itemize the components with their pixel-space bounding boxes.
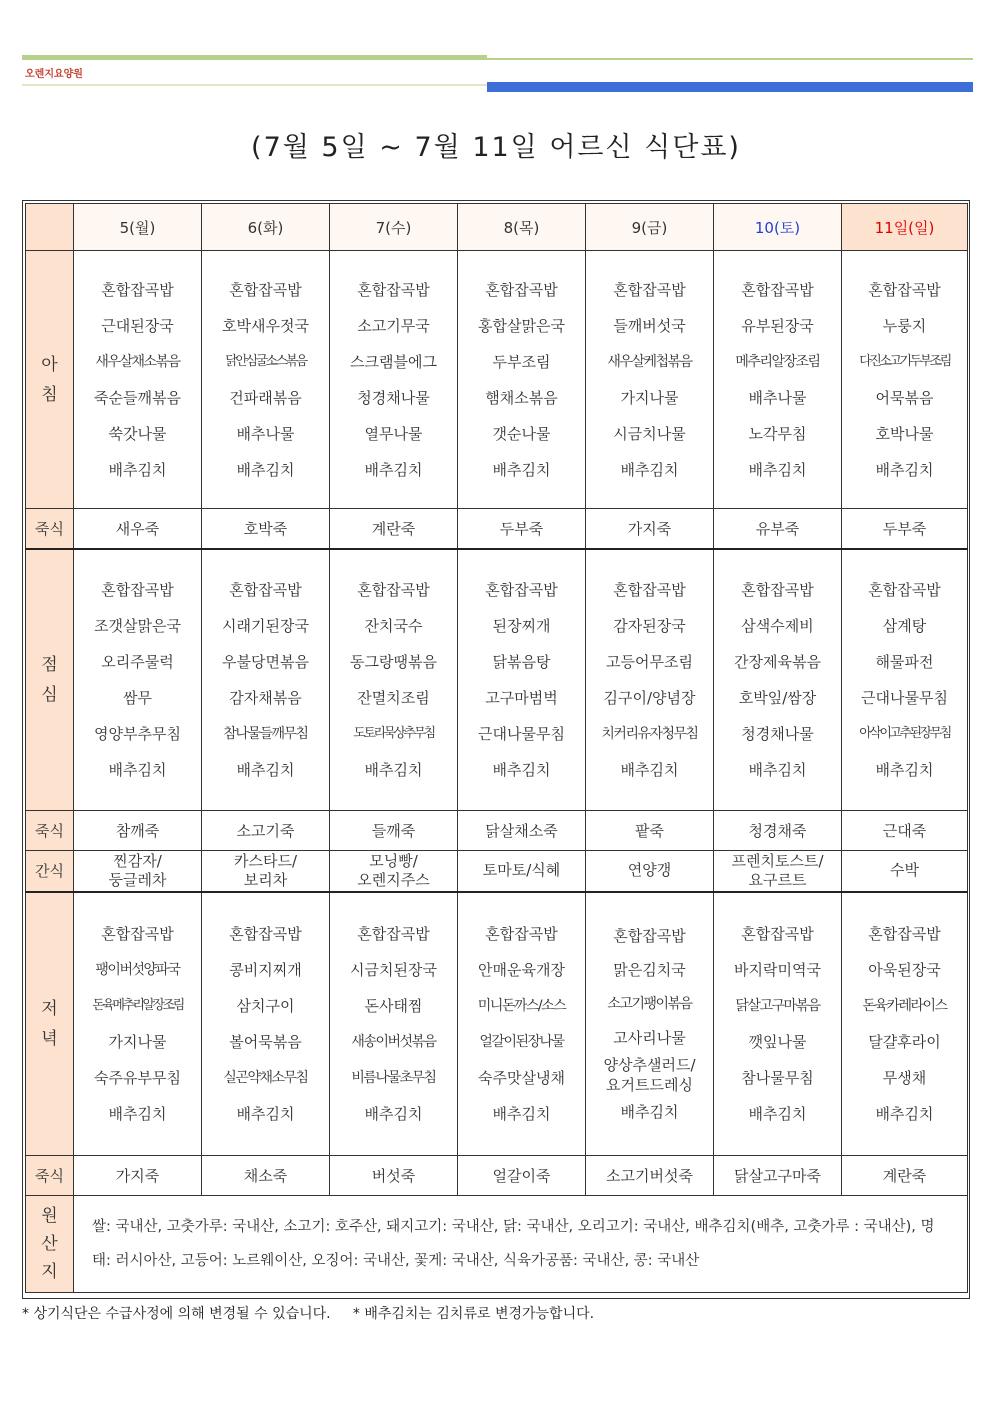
menu-item-list	[74, 562, 201, 798]
menu-item: 숙주유부무침	[94, 1068, 181, 1087]
day-label: 7(수)	[375, 218, 412, 237]
breakfast-cell	[74, 251, 202, 509]
menu-item: 혼합잡곡밥	[485, 280, 558, 299]
menu-item: 소고기무국	[357, 316, 430, 335]
day-header	[842, 204, 968, 251]
menu-item: 호박잎/쌈장	[738, 688, 817, 707]
snack-line: 요구르트	[748, 870, 807, 889]
menu-item: 배추나물	[236, 424, 295, 443]
menu-item: 청경채나물	[741, 724, 814, 743]
snack-item	[74, 851, 202, 892]
breakfast-porridge-label: 죽식	[26, 509, 74, 549]
menu-item-list	[458, 262, 585, 498]
menu-item: 삼치구이	[236, 996, 295, 1015]
menu-item: 갯순나물	[492, 424, 551, 443]
dinner-cell	[842, 892, 968, 1156]
lunch-porridge-row	[26, 811, 968, 851]
page-title: (7월 5일 ~ 7월 11일 어르신 식단표)	[251, 132, 741, 163]
menu-item: 돈육메추리알장조림	[92, 997, 183, 1013]
menu-item: 배추김치	[236, 760, 295, 779]
menu-item: 열무나물	[364, 424, 423, 443]
menu-item: 다진소고기두부조림	[859, 353, 950, 369]
dinner-porridge-item: 버섯죽	[330, 1156, 458, 1196]
footnote: * 상기식단은 수급사정에 의해 변경될 수 있습니다. * 배추김치는 김치류로 변경가능합니다.	[22, 1306, 595, 1322]
breakfast-porridge-item: 가지죽	[586, 509, 714, 549]
snack-row	[26, 851, 968, 892]
breakfast-label	[26, 251, 74, 509]
menu-item: 감자채볶음	[229, 688, 302, 707]
menu-item: 혼합잡곡밥	[868, 280, 941, 299]
menu-item: 혼합잡곡밥	[101, 924, 174, 943]
menu-item: 가지나물	[108, 1032, 167, 1051]
menu-item-list	[714, 262, 841, 498]
menu-item: 달걀후라이	[868, 1032, 941, 1051]
menu-item: 혼합잡곡밥	[485, 924, 558, 943]
header-logo-underline	[22, 84, 487, 86]
header-green-bar	[22, 55, 487, 60]
menu-item: 얼갈이된장나물	[479, 1033, 564, 1050]
menu-item-list	[330, 906, 457, 1142]
menu-item: 돈육카레라이스	[862, 997, 947, 1014]
menu-item: 안매운육개장	[478, 960, 565, 979]
menu-item: 참나물무침	[741, 1068, 814, 1087]
origin-label	[26, 1196, 74, 1293]
breakfast-porridge-item: 호박죽	[202, 509, 330, 549]
menu-item: 혼합잡곡밥	[229, 580, 302, 599]
menu-item-list	[202, 562, 329, 798]
breakfast-cell	[714, 251, 842, 509]
dinner-row	[26, 892, 968, 1156]
menu-item: 해물파전	[875, 652, 934, 671]
menu-item: 배추김치	[748, 1104, 807, 1123]
origin-label-char: 원	[41, 1206, 58, 1226]
menu-item: 시금치된장국	[350, 960, 437, 979]
dinner-cell	[330, 892, 458, 1156]
menu-item: 닭살고구마볶음	[735, 997, 820, 1014]
lunch-label-char: 심	[41, 684, 58, 705]
origin-row	[26, 1196, 968, 1293]
lunch-porridge-item: 들깨죽	[330, 811, 458, 851]
menu-item: 배추김치	[875, 460, 934, 479]
snack-label: 간식	[26, 851, 74, 892]
dinner-porridge-item: 가지죽	[74, 1156, 202, 1196]
menu-item-list	[586, 262, 713, 498]
menu-item: 조갯살맑은국	[94, 616, 181, 635]
dinner-porridge-item: 소고기버섯죽	[586, 1156, 714, 1196]
breakfast-porridge-item: 두부죽	[458, 509, 586, 549]
menu-item: 노각무침	[748, 424, 807, 443]
dinner-porridge-item: 닭살고구마죽	[714, 1156, 842, 1196]
day-header	[714, 204, 842, 251]
lunch-porridge-item: 팥죽	[586, 811, 714, 851]
menu-item: 삼색수제비	[741, 616, 814, 635]
snack-item	[458, 851, 586, 892]
menu-item: 쑥갓나물	[108, 424, 167, 443]
breakfast-label-char: 아	[41, 354, 58, 375]
breakfast-porridge-item: 계란죽	[330, 509, 458, 549]
origin-label-char: 산	[41, 1234, 58, 1254]
origin-cell	[74, 1196, 968, 1293]
origin-text: 쌀: 국내산, 고춧가루: 국내산, 소고기: 호주산, 돼지고기: 국내산, 닭: 국내산, 오리고기: 국내산, 배추김치(배추, 고춧가루 : 국내산), 명태: 러시아산, 고등어: 노르웨이산, 오징어: 국내산, 꽃게: 국내산, 식육가공품: 국내산, 콩: 국내산	[92, 1219, 935, 1269]
menu-item: 새우살케첩볶음	[607, 353, 692, 370]
day-label: 10(토)	[754, 218, 801, 237]
menu-item: 호박새우젓국	[222, 316, 309, 335]
menu-item: 닭볶음탕	[492, 652, 551, 671]
breakfast-cell	[842, 251, 968, 509]
menu-item-list	[330, 262, 457, 498]
menu-item: 닭안심굴소스볶음	[225, 353, 306, 369]
menu-item-list	[74, 906, 201, 1142]
dinner-cell	[74, 892, 202, 1156]
menu-item: 숙주맛살냉채	[478, 1068, 565, 1087]
lunch-porridge-item: 참깨죽	[74, 811, 202, 851]
day-header	[202, 204, 330, 251]
menu-item: 배추김치	[620, 460, 679, 479]
menu-item: 배추김치	[620, 760, 679, 779]
menu-item: 영양부추무침	[94, 724, 181, 743]
menu-item: 배추김치	[236, 1104, 295, 1123]
snack-line: 오렌지주스	[357, 870, 430, 889]
menu-item-list	[714, 906, 841, 1142]
day-header	[74, 204, 202, 251]
dinner-porridge-item: 계란죽	[842, 1156, 968, 1196]
menu-item: 배추김치	[108, 1104, 167, 1123]
menu-item: 배추나물	[748, 388, 807, 407]
menu-item: 배추김치	[492, 460, 551, 479]
dinner-cell	[458, 892, 586, 1156]
day-header	[586, 204, 714, 251]
menu-item: 스크램블에그	[350, 352, 437, 371]
lunch-row	[26, 549, 968, 811]
menu-item: 바지락미역국	[734, 960, 821, 979]
dinner-cell	[714, 892, 842, 1156]
menu-item: 햄채소볶음	[485, 388, 558, 407]
lunch-cell	[202, 549, 330, 811]
menu-item: 혼합잡곡밥	[868, 924, 941, 943]
menu-item: 홍합살맑은국	[478, 316, 565, 335]
menu-item: 혼합잡곡밥	[357, 580, 430, 599]
menu-item: 맑은김치국	[613, 960, 686, 979]
lunch-cell	[74, 549, 202, 811]
menu-item: 혼합잡곡밥	[357, 280, 430, 299]
menu-item: 도토리묵상추무침	[353, 725, 434, 741]
menu-item: 혼합잡곡밥	[229, 280, 302, 299]
menu-item: 배추김치	[492, 760, 551, 779]
menu-item: 배추김치	[364, 460, 423, 479]
snack-line: 수박	[890, 861, 919, 880]
menu-item: 팽이버섯양파국	[95, 961, 180, 978]
menu-item: 간장제육볶음	[734, 652, 821, 671]
snack-line: 찐감자/	[113, 851, 162, 870]
lunch-porridge-item: 근대죽	[842, 811, 968, 851]
menu-item: 참나물들깨무침	[223, 725, 308, 742]
snack-line: 모닝빵/	[369, 851, 418, 870]
dinner-porridge-item: 채소죽	[202, 1156, 330, 1196]
menu-item: 호박나물	[875, 424, 934, 443]
menu-item: 근대나물무침	[861, 688, 948, 707]
menu-item: 들깨버섯국	[613, 316, 686, 335]
menu-item: 미니돈까스/소스	[477, 997, 566, 1014]
day-label: 9(금)	[631, 218, 668, 237]
lunch-cell	[458, 549, 586, 811]
menu-item: 근대된장국	[101, 316, 174, 335]
menu-item: 무생채	[882, 1068, 927, 1087]
menu-item: 가지나물	[620, 388, 679, 407]
lunch-label-char: 점	[41, 654, 58, 675]
lunch-cell	[842, 549, 968, 811]
menu-item-list	[842, 562, 967, 798]
menu-item: 실곤약채소무침	[223, 1069, 308, 1086]
menu-item: 혼합잡곡밥	[613, 280, 686, 299]
menu-item: 삼계탕	[882, 616, 927, 635]
menu-item-list	[458, 906, 585, 1142]
breakfast-cell	[330, 251, 458, 509]
menu-item: 고등어무조림	[606, 652, 693, 671]
menu-item: 배추김치	[875, 1104, 934, 1123]
menu-item: 콩비지찌개	[229, 960, 302, 979]
breakfast-porridge-item: 새우죽	[74, 509, 202, 549]
breakfast-cell	[202, 251, 330, 509]
menu-item-list	[586, 909, 713, 1139]
menu-item: 메추리알장조림	[735, 353, 820, 370]
menu-item: 건파래볶음	[229, 388, 302, 407]
header-blue-bar	[487, 82, 973, 92]
dinner-label-char: 녁	[41, 1028, 58, 1049]
menu-item: 오리주물럭	[101, 652, 174, 671]
menu-item-list	[458, 562, 585, 798]
menu-item-list	[714, 562, 841, 798]
menu-item: 볼어묵볶음	[229, 1032, 302, 1051]
meal-plan-table	[25, 203, 968, 1293]
snack-line: 프렌치토스트/	[731, 851, 824, 870]
menu-item: 고사리나물	[613, 1028, 686, 1047]
menu-item: 혼합잡곡밥	[741, 280, 814, 299]
menu-item: 혼합잡곡밥	[101, 580, 174, 599]
menu-item: 혼합잡곡밥	[613, 580, 686, 599]
menu-item: 새송이버섯볶음	[351, 1033, 436, 1050]
menu-item: 소고기팽이볶음	[607, 995, 692, 1012]
menu-item: 배추김치	[364, 760, 423, 779]
menu-item: 시래기된장국	[222, 616, 309, 635]
snack-item	[586, 851, 714, 892]
dinner-cell	[586, 892, 714, 1156]
snack-line: 카스타드/	[233, 851, 297, 870]
lunch-porridge-item: 닭살채소죽	[458, 811, 586, 851]
lunch-cell	[714, 549, 842, 811]
breakfast-porridge-item: 두부죽	[842, 509, 968, 549]
menu-item: 혼합잡곡밥	[357, 924, 430, 943]
menu-item-list	[202, 906, 329, 1142]
menu-item: 동그랑땡볶음	[350, 652, 437, 671]
menu-item: 새우살채소볶음	[95, 353, 180, 370]
menu-item: 요거트드레싱	[606, 1075, 693, 1094]
menu-item-list	[586, 562, 713, 798]
menu-item: 배추김치	[748, 460, 807, 479]
day-header	[458, 204, 586, 251]
dinner-label	[26, 892, 74, 1156]
breakfast-cell	[458, 251, 586, 509]
menu-item: 누룽지	[882, 316, 927, 335]
menu-item: 청경채나물	[357, 388, 430, 407]
menu-item: 배추김치	[492, 1104, 551, 1123]
menu-item: 배추김치	[108, 460, 167, 479]
menu-item: 혼합잡곡밥	[613, 926, 686, 945]
menu-item: 죽순들깨볶음	[94, 388, 181, 407]
lunch-label	[26, 549, 74, 811]
menu-item: 비름나물초무침	[351, 1069, 436, 1086]
day-label: 11일(일)	[874, 218, 935, 237]
menu-item: 유부된장국	[741, 316, 814, 335]
menu-item: 어묵볶음	[875, 388, 934, 407]
dinner-label-char: 저	[41, 998, 58, 1019]
dinner-porridge-item: 얼갈이죽	[458, 1156, 586, 1196]
menu-item: 배추김치	[236, 460, 295, 479]
menu-item: 고구마범벅	[485, 688, 558, 707]
menu-item: 배추김치	[875, 760, 934, 779]
menu-item: 김구이/양념장	[603, 688, 696, 707]
menu-item: 잔멸치조림	[357, 688, 430, 707]
snack-item	[842, 851, 968, 892]
menu-item: 아욱된장국	[868, 960, 941, 979]
menu-item: 시금치나물	[613, 424, 686, 443]
menu-item-list	[74, 262, 201, 498]
breakfast-row	[26, 251, 968, 509]
snack-item	[714, 851, 842, 892]
menu-item: 돈사태찜	[364, 996, 423, 1015]
breakfast-label-char: 침	[41, 384, 58, 405]
breakfast-porridge-item: 유부죽	[714, 509, 842, 549]
menu-item: 양상추샐러드/	[603, 1055, 696, 1074]
day-header-row	[26, 204, 968, 251]
org-logo-text: 오렌지요양원	[25, 69, 83, 80]
menu-item: 된장찌개	[492, 616, 551, 635]
day-label: 8(목)	[503, 218, 540, 237]
day-label: 5(월)	[119, 218, 156, 237]
corner-cell	[26, 204, 74, 251]
snack-line: 둥글레차	[108, 870, 167, 889]
breakfast-cell	[586, 251, 714, 509]
menu-item: 혼합잡곡밥	[741, 924, 814, 943]
menu-item: 두부조림	[492, 352, 551, 371]
lunch-cell	[586, 549, 714, 811]
menu-item: 배추김치	[364, 1104, 423, 1123]
snack-line: 토마토/식혜	[482, 861, 561, 880]
snack-line: 보리차	[243, 870, 288, 889]
menu-item-list	[202, 262, 329, 498]
menu-item: 혼합잡곡밥	[868, 580, 941, 599]
origin-label-char: 지	[41, 1262, 58, 1282]
menu-item-list	[842, 262, 967, 498]
dinner-porridge-label: 죽식	[26, 1156, 74, 1196]
day-label: 6(화)	[247, 218, 284, 237]
menu-item: 혼합잡곡밥	[485, 580, 558, 599]
dinner-cell	[202, 892, 330, 1156]
snack-line: 연양갱	[627, 861, 672, 880]
menu-item: 배추김치	[748, 760, 807, 779]
menu-item: 아삭이고추된장무침	[859, 725, 950, 741]
menu-item: 치커리유자청무침	[601, 725, 698, 742]
menu-item: 우불당면볶음	[222, 652, 309, 671]
menu-item: 혼합잡곡밥	[741, 580, 814, 599]
lunch-porridge-item: 소고기죽	[202, 811, 330, 851]
menu-item: 혼합잡곡밥	[101, 280, 174, 299]
menu-item-list	[842, 906, 967, 1142]
menu-item: 혼합잡곡밥	[229, 924, 302, 943]
menu-item-list	[330, 562, 457, 798]
day-header	[330, 204, 458, 251]
menu-item: 배추김치	[620, 1102, 679, 1121]
menu-item: 쌈무	[123, 688, 152, 707]
breakfast-porridge-row	[26, 509, 968, 549]
lunch-porridge-item: 청경채죽	[714, 811, 842, 851]
lunch-cell	[330, 549, 458, 811]
header-green-line	[487, 58, 973, 60]
menu-item: 잔치국수	[364, 616, 423, 635]
snack-item	[202, 851, 330, 892]
menu-item: 배추김치	[108, 760, 167, 779]
lunch-porridge-label: 죽식	[26, 811, 74, 851]
menu-item: 감자된장국	[613, 616, 686, 635]
dinner-porridge-row	[26, 1156, 968, 1196]
menu-item: 깻잎나물	[748, 1032, 807, 1051]
menu-item: 근대나물무침	[478, 724, 565, 743]
snack-item	[330, 851, 458, 892]
